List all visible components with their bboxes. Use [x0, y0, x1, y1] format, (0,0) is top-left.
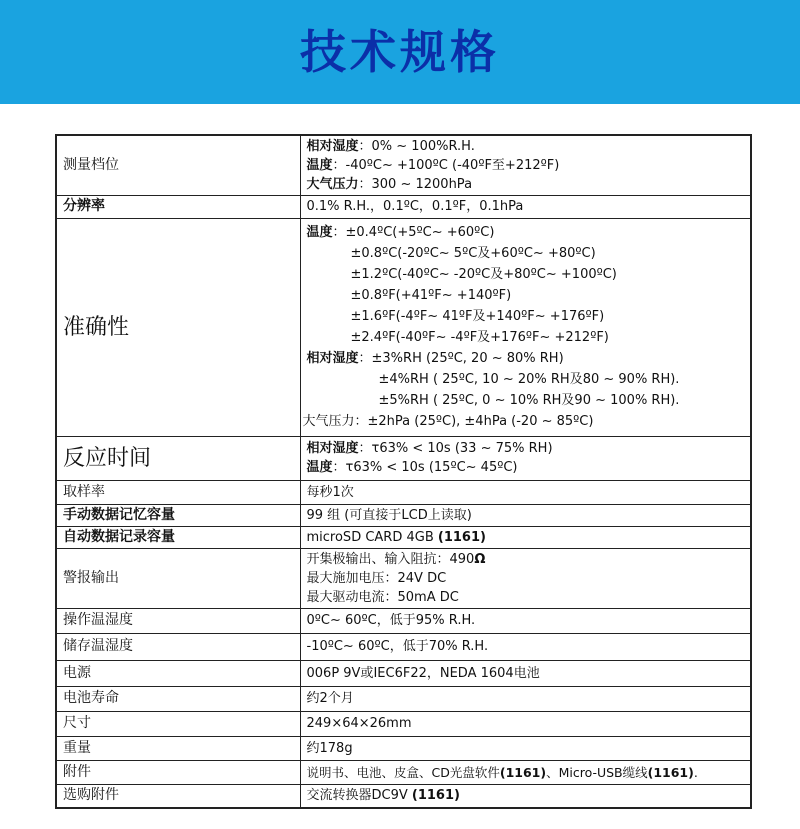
value-manual-memory: 99 组 (可直接于LCD上读取) [300, 504, 751, 526]
range-pressure-val: ：300 ~ 1200hPa [358, 176, 473, 192]
label-operating: 操作温湿度 [56, 608, 300, 633]
label-resolution: 分辨率 [56, 195, 300, 218]
label-size: 尺寸 [56, 711, 300, 736]
accuracy-temp-line: ±0.8ºC(-20ºC~ 5ºC及+60ºC~ +80ºC) [350, 246, 596, 261]
alarm-line: 开集极输出、输入阻抗：490 [306, 551, 475, 567]
accuracy-humidity-line: ：±3%RH (25ºC, 20 ~ 80% RH) [358, 351, 564, 366]
range-pressure-key: 大气压力 [306, 176, 359, 192]
row-alarm [56, 548, 751, 608]
row-size [56, 711, 751, 736]
optional-model: (1161) [411, 788, 460, 804]
range-temp-key: 温度 [306, 157, 333, 173]
value-optional [300, 784, 751, 808]
label-auto-memory: 自动数据记录容量 [56, 526, 300, 548]
range-humidity-val: ：0% ~ 100%R.H. [358, 138, 475, 154]
value-weight: 约178g [300, 736, 751, 760]
value-accuracy [300, 218, 751, 436]
accuracy-temp-line: ：±0.4ºC(+5ºC~ +60ºC) [332, 225, 495, 240]
accuracy-pressure-line: 大气压力：±2hPa (25ºC), ±4hPa (-20 ~ 85ºC) [302, 414, 594, 429]
row-response [56, 436, 751, 480]
accuracy-temp-line: ±1.6ºF(-4ºF~ 41ºF及+140ºF~ +176ºF) [350, 309, 605, 324]
alarm-line: 最大驱动电流：50mA DC [306, 589, 459, 605]
value-response [300, 436, 751, 480]
row-weight [56, 736, 751, 760]
value-resolution: 0.1% R.H.，0.1ºC，0.1ºF，0.1hPa [300, 195, 751, 218]
row-auto-memory [56, 526, 751, 548]
row-resolution [56, 195, 751, 218]
label-accessories: 附件 [56, 760, 300, 784]
value-sampling: 每秒1次 [300, 480, 751, 504]
auto-memory-model: (1161) [437, 529, 486, 545]
row-operating [56, 608, 751, 633]
alarm-line: 最大施加电压：24V DC [306, 570, 447, 586]
range-humidity-key: 相对湿度 [306, 138, 359, 154]
accuracy-humidity-key: 相对湿度 [306, 351, 359, 366]
optional-text: 交流转换器DC9V [306, 788, 412, 804]
accessories-model: (1161) [499, 764, 547, 780]
alarm-ohm: Ω [474, 551, 486, 567]
response-humidity-val: ：τ63% < 10s (33 ~ 75% RH) [358, 441, 553, 456]
label-accuracy: 准确性 [56, 218, 300, 436]
row-optional [56, 784, 751, 808]
label-sampling: 取样率 [56, 480, 300, 504]
row-battery [56, 686, 751, 711]
row-manual-memory [56, 504, 751, 526]
accuracy-temp-key: 温度 [306, 225, 333, 240]
accuracy-temp-line: ±1.2ºC(-40ºC~ -20ºC及+80ºC~ +100ºC) [350, 267, 617, 282]
response-temp-key: 温度 [306, 460, 333, 475]
row-power [56, 660, 751, 686]
value-operating: 0ºC~ 60ºC，低于95% R.H. [300, 608, 751, 633]
row-accessories [56, 760, 751, 784]
label-battery: 电池寿命 [56, 686, 300, 711]
response-humidity-key: 相对湿度 [306, 441, 359, 456]
row-range [56, 135, 751, 195]
row-accuracy [56, 218, 751, 436]
range-temp-val: ：-40ºC~ +100ºC (-40ºF至+212ºF) [332, 157, 560, 173]
page-title: 技术规格 [300, 25, 500, 79]
label-power: 电源 [56, 660, 300, 686]
label-alarm: 警报输出 [56, 548, 300, 608]
value-alarm [300, 548, 751, 608]
value-auto-memory [300, 526, 751, 548]
accessories-text: 、Micro-USB缆线 [546, 764, 648, 780]
header-banner [0, 0, 800, 104]
label-storage: 储存温湿度 [56, 633, 300, 660]
accuracy-temp-line: ±0.8ºF(+41ºF~ +140ºF) [350, 288, 512, 303]
spec-table [55, 134, 752, 809]
accessories-text: . [693, 764, 698, 780]
value-accessories [300, 760, 751, 784]
accuracy-humidity-line: ±4%RH ( 25ºC, 10 ~ 20% RH及80 ~ 90% RH). [378, 372, 680, 387]
response-temp-val: ：τ63% < 10s (15ºC~ 45ºC) [332, 460, 518, 475]
value-storage: -10ºC~ 60ºC，低于70% R.H. [300, 633, 751, 660]
label-weight: 重量 [56, 736, 300, 760]
label-optional: 选购附件 [56, 784, 300, 808]
accessories-model: (1161) [647, 764, 694, 780]
row-sampling [56, 480, 751, 504]
row-storage [56, 633, 751, 660]
value-battery: 约2个月 [300, 686, 751, 711]
label-manual-memory: 手动数据记忆容量 [56, 504, 300, 526]
auto-memory-text: microSD CARD 4GB [306, 529, 438, 545]
accessories-text: 说明书、电池、皮盒、CD光盘软件 [306, 764, 500, 780]
value-power: 006P 9V或IEC6F22，NEDA 1604电池 [300, 660, 751, 686]
value-size: 249×64×26mm [300, 711, 751, 736]
label-range: 测量档位 [56, 135, 300, 195]
label-response: 反应时间 [56, 436, 300, 480]
accuracy-humidity-line: ±5%RH ( 25ºC, 0 ~ 10% RH及90 ~ 100% RH). [378, 393, 680, 408]
accuracy-temp-line: ±2.4ºF(-40ºF~ -4ºF及+176ºF~ +212ºF) [350, 330, 609, 345]
value-range [300, 135, 751, 195]
